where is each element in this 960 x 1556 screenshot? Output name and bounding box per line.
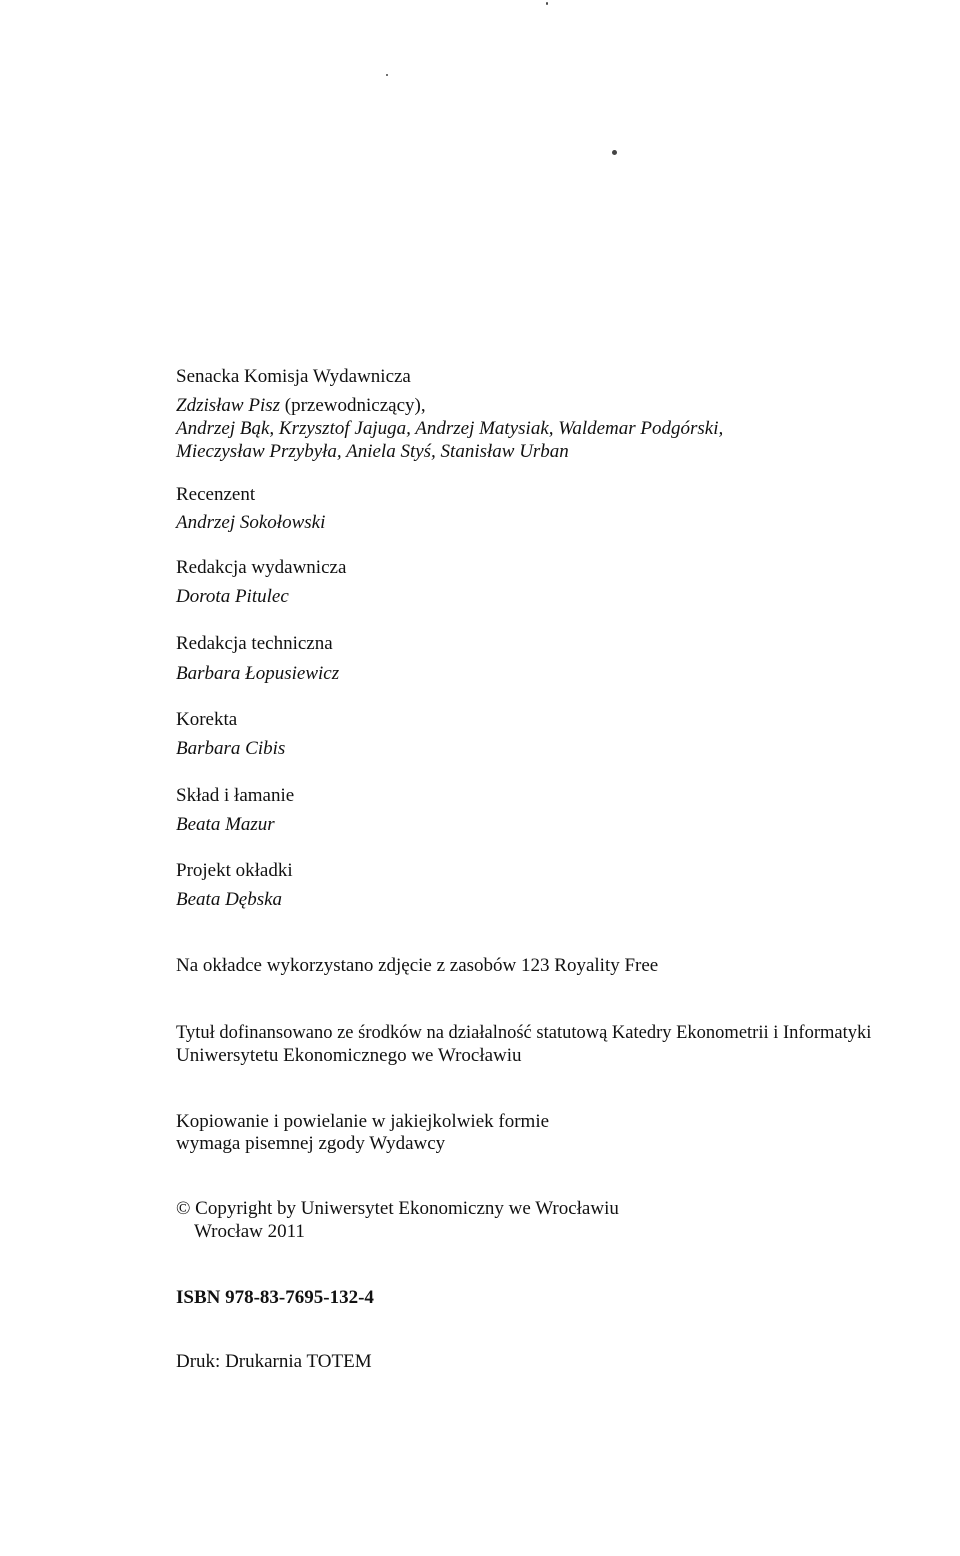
cover-photo-note: Na okładce wykorzystano zdjęcie z zasobów 123 Royality Free (176, 955, 659, 976)
credit-label-proofreading: Korekta (176, 709, 238, 730)
copying-note-line-1: Kopiowanie i powielanie w jakiejkolwiek formie (176, 1111, 550, 1132)
credit-label-reviewer: Recenzent (176, 484, 256, 505)
credit-label-technical: Redakcja techniczna (176, 633, 333, 654)
funding-note-line-1: Tytuł dofinansowano ze środków na działalność statutową Katedry Ekonometrii i Informatyki (176, 1023, 872, 1043)
isbn: ISBN 978-83-7695-132-4 (176, 1287, 374, 1308)
scan-speck (546, 2, 548, 5)
credit-name-editorial: Dorota Pitulec (176, 586, 289, 607)
copyright-line: © Copyright by Uniwersytet Ekonomiczny we Wrocławiu (176, 1198, 619, 1219)
scan-speck (386, 74, 388, 76)
credit-name-cover-design: Beata Dębska (176, 889, 283, 910)
credit-name-typesetting: Beata Mazur (176, 814, 275, 835)
credit-name-proofreading: Barbara Cibis (176, 738, 286, 759)
credit-label-typesetting: Skład i łamanie (176, 785, 295, 806)
credit-name-reviewer: Andrzej Sokołowski (176, 512, 326, 533)
commission-chair-name: Zdzisław Pisz (176, 395, 281, 416)
credit-label-editorial: Redakcja wydawnicza (176, 557, 347, 578)
commission-chair-role: (przewodniczący), (280, 395, 426, 416)
credit-label-cover-design: Projekt okładki (176, 860, 293, 881)
commission-heading: Senacka Komisja Wydawnicza (176, 366, 411, 387)
credit-name-technical: Barbara Łopusiewicz (176, 663, 340, 684)
scan-speck (612, 150, 617, 155)
printing-house: Druk: Drukarnia TOTEM (176, 1351, 372, 1372)
commission-members-line-2: Mieczysław Przybyła, Aniela Styś, Stanisław Urban (176, 441, 569, 462)
copying-note-line-2: wymaga pisemnej zgody Wydawcy (176, 1133, 446, 1154)
commission-members-line-1: Andrzej Bąk, Krzysztof Jajuga, Andrzej Matysiak, Waldemar Podgórski, (176, 418, 724, 439)
commission-chair (176, 395, 426, 417)
funding-note-line-2: Uniwersytetu Ekonomicznego we Wrocławiu (176, 1045, 522, 1066)
publication-place-year: Wrocław 2011 (194, 1221, 305, 1242)
